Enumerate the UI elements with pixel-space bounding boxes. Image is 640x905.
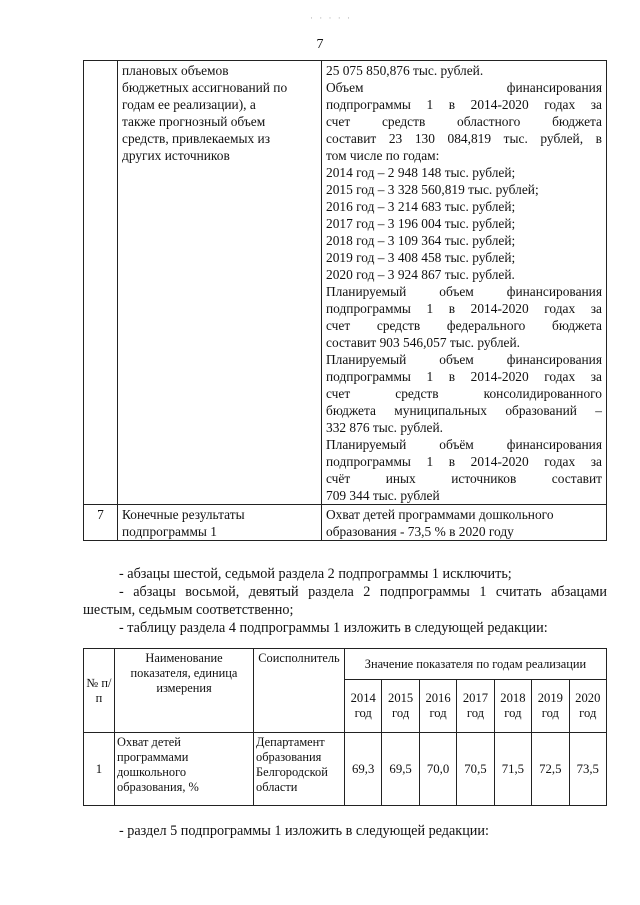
- year-header: 2018 год: [494, 680, 531, 733]
- value-cell: 69,5: [382, 733, 419, 806]
- table-row: [84, 505, 607, 541]
- text-line: составит 23 130 084,819 тыс. рублей, в: [326, 131, 602, 146]
- text-line: подпрограммы 1 в 2014-2020 годах за: [326, 301, 602, 316]
- text-line: Конечные результаты: [122, 507, 245, 522]
- paragraph: [83, 822, 607, 840]
- text-line: счет средств консолидированного: [326, 386, 602, 401]
- text-line: Охват детей программами дошкольного: [326, 507, 554, 522]
- indicator-name-cell: Охват детей программами дошкольного образования, %: [115, 733, 254, 806]
- year-header: 2015 год: [382, 680, 419, 733]
- parameter-name-cell: [118, 505, 322, 541]
- text-line: подпрограммы 1 в 2014-2020 годах за: [326, 97, 602, 112]
- text-line: счет средств федерального бюджета: [326, 318, 602, 333]
- text-line: Планируемый объём финансирования: [326, 437, 602, 452]
- year-header: 2019 год: [532, 680, 569, 733]
- paragraph-text: - абзацы восьмой, девятый раздела 2 подпрограммы 1 считать абзацами шестым, седьмым соответственно;: [83, 584, 607, 618]
- row-number-cell: 1: [84, 733, 115, 806]
- text-line: 2019 год – 3 408 458 тыс. рублей;: [326, 250, 516, 265]
- parameter-name-cell: [118, 61, 322, 505]
- row-number-cell: [84, 61, 118, 505]
- text-line: 2014 год – 2 948 148 тыс. рублей;: [326, 165, 516, 180]
- text-line: подпрограммы 1 в 2014-2020 годах за: [326, 454, 602, 469]
- text-line: подпрограммы 1 в 2014-2020 годах за: [326, 369, 602, 384]
- value-cell: 72,5: [532, 733, 569, 806]
- header-values: Значение показателя по годам реализации: [345, 649, 607, 680]
- row-number-cell: 7: [84, 505, 118, 541]
- text-line: счёт иных источников составит: [326, 471, 602, 486]
- text-line: образования - 73,5 % в 2020 году: [326, 524, 514, 539]
- text-line: Планируемый объем финансирования: [326, 352, 602, 367]
- year-header: 2020 год: [569, 680, 606, 733]
- passport-table: [83, 60, 607, 541]
- paragraph-text: - раздел 5 подпрограммы 1 изложить в следующей редакции:: [119, 823, 489, 839]
- text-line: 2015 год – 3 328 560,819 тыс. рублей;: [326, 182, 539, 197]
- header-coexecutor: Соисполнитель: [254, 649, 345, 733]
- paragraph-text: - абзацы шестой, седьмой раздела 2 подпрограммы 1 исключить;: [119, 566, 512, 582]
- coexecutor-cell: Департамент образования Белгородской области: [254, 733, 345, 806]
- text-line: 2017 год – 3 196 004 тыс. рублей;: [326, 216, 516, 231]
- text-line: том числе по годам:: [326, 148, 440, 163]
- year-header: 2017 год: [457, 680, 494, 733]
- text-line: 709 344 тыс. рублей: [326, 488, 440, 503]
- text-line: плановых объемов: [122, 63, 229, 78]
- value-cell: 71,5: [494, 733, 531, 806]
- text-line: других источников: [122, 148, 230, 163]
- text-line: 332 876 тыс. рублей.: [326, 420, 444, 435]
- parameter-value-cell: [322, 505, 607, 541]
- table-header-row: [84, 649, 607, 680]
- text-line: 2018 год – 3 109 364 тыс. рублей;: [326, 233, 516, 248]
- table-row: [84, 61, 607, 505]
- text-line: Планируемый объем финансирования: [326, 284, 602, 299]
- text-line: 2020 год – 3 924 867 тыс. рублей.: [326, 267, 515, 282]
- text-line: 2016 год – 3 214 683 тыс. рублей;: [326, 199, 516, 214]
- value-cell: 70,5: [457, 733, 494, 806]
- text-line: средств, привлекаемых из: [122, 131, 270, 146]
- text-line: Объем финансирования: [326, 80, 602, 95]
- paragraph: [83, 619, 607, 637]
- text-line: годам ее реализации), а: [122, 97, 256, 112]
- text-line: счет средств областного бюджета: [326, 114, 602, 129]
- indicator-table: [83, 648, 607, 806]
- header-name: Наименование показателя, единица измерения: [115, 649, 254, 733]
- paragraph-text: - таблицу раздела 4 подпрограммы 1 изложить в следующей редакции:: [119, 620, 548, 636]
- page-number: 7: [316, 37, 324, 52]
- table-row: [84, 733, 607, 806]
- paragraph: [83, 565, 607, 583]
- paragraph: [83, 583, 607, 619]
- parameter-value-cell: [322, 61, 607, 505]
- value-cell: 70,0: [419, 733, 456, 806]
- value-cell: 69,3: [345, 733, 382, 806]
- text-line: составит 903 546,057 тыс. рублей.: [326, 335, 521, 350]
- text-line: также прогнозный объем: [122, 114, 266, 129]
- value-cell: 73,5: [569, 733, 606, 806]
- header-num: № п/п: [84, 649, 115, 733]
- text-line: 25 075 850,876 тыс. рублей.: [326, 63, 484, 78]
- text-line: подпрограммы 1: [122, 524, 217, 539]
- year-header: 2014 год: [345, 680, 382, 733]
- text-line: бюджетных ассигнований по: [122, 80, 288, 95]
- scan-marks: · · · · ·: [310, 13, 352, 23]
- year-header: 2016 год: [419, 680, 456, 733]
- text-line: бюджета муниципальных образований –: [326, 403, 602, 418]
